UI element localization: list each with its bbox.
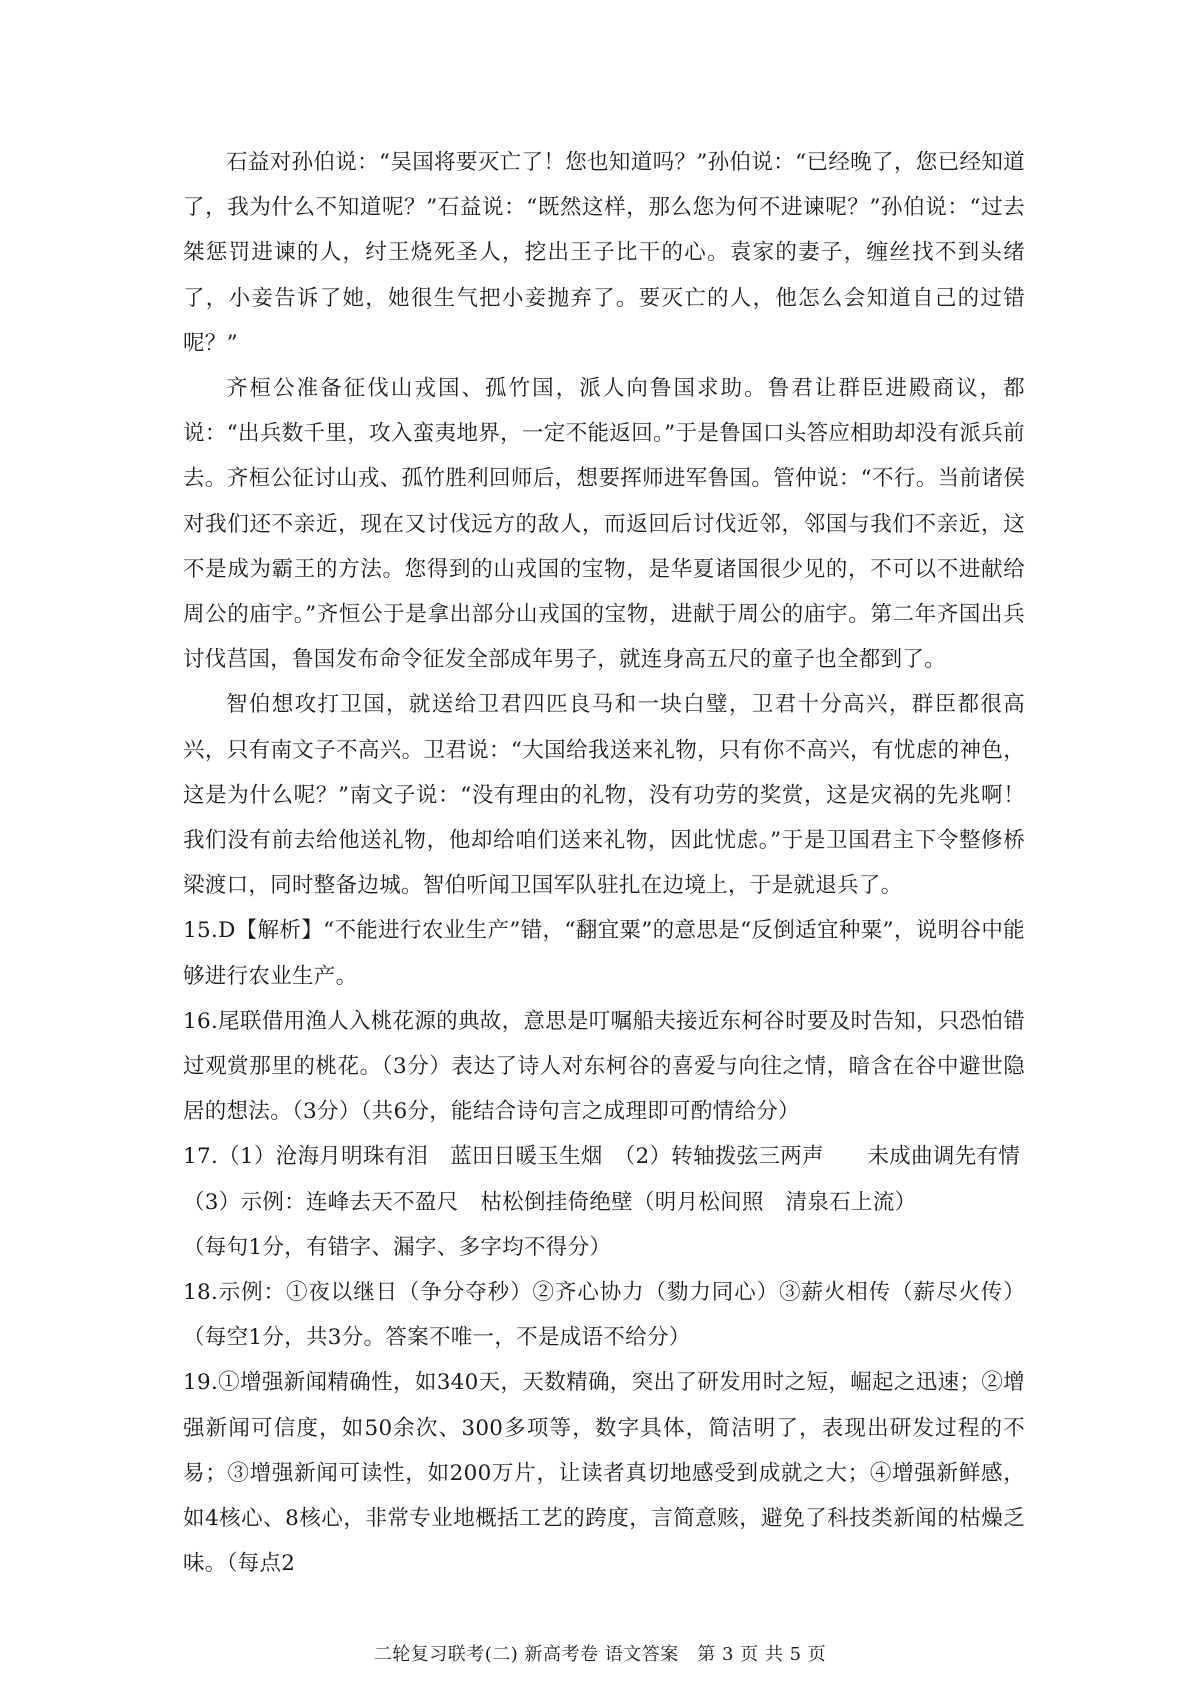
answer-17-scoring-note: （每句1分，有错字、漏字、多字均不得分） — [183, 1234, 612, 1260]
answer-19: 19.①增强新闻精确性，如340天，天数精确，突出了研发用时之短，崛起之迅速；②增强新闻可信度，如50余次、300多项等，数字具体，简洁明了，表现出研发过程的不易；③增强新闻可读性，如200万片，让读者真切地感受到成就之大；④增强新鲜感，如4核心、8核心，非常专业地概括工艺的跨度，言简意赅，避免了科技类新闻的枯燥乏味。（每点2 — [183, 1370, 1025, 1577]
answer-17-line-1: 17.（1）沧海月明珠有泪 蓝田日暖玉生烟 （2）转轴拨弦三两声 未成曲调先有情 — [183, 1144, 1021, 1170]
answer-17-line-2: （3）示例：连峰去天不盈尺 枯松倒挂倚绝壁（明月松间照 清泉石上流） — [183, 1189, 917, 1215]
page-footer: 二轮复习联考(二) 新高考卷 语文答案 第 3 页 共 5 页 — [373, 1644, 827, 1665]
translation-paragraph-shiyi: 石益对孙伯说：“吴国将要灭亡了！您也知道吗？”孙伯说：“已经晚了，您已经知道了，我为什么不知道呢？”石益说：“既然这样，那么您为何不进谏呢？”孙伯说：“过去桀惩罚进谏的人，纣王烧死圣人，挖出王子比干的心。袁家的妻子，缠丝找不到头绪了，小妾告诉了她，她很生气把小妾抛弃了。要灭亡的人，他怎么会知道自己的过错呢？” — [183, 150, 1025, 356]
answer-15: 15.D【解析】“不能进行农业生产”错，“翻宜粟”的意思是“反倒适宜种粟”，说明谷中能够进行农业生产。 — [183, 918, 1025, 989]
translation-paragraph-qihuangong: 齐桓公准备征伐山戎国、孤竹国，派人向鲁国求助。鲁君让群臣进殿商议，都说：“出兵数千里，攻入蛮夷地界，一定不能返回。”于是鲁国口头答应相助却没有派兵前去。齐桓公征讨山戎、孤竹胜利回师后，想要挥师进军鲁国。管仲说：“不行。当前诸侯对我们还不亲近，现在又讨伐远方的敌人，而返回后讨伐近邻，邻国与我们不亲近，这不是成为霸王的方法。您得到的山戎国的宝物，是华夏诸国很少见的，不可以不进献给周公的庙宇。”齐恒公于是拿出部分山戎国的宝物，进献于周公的庙宇。第二年齐国出兵讨伐莒国，鲁国发布命令征发全部成年男子，就连身高五尺的童子也全都到了。 — [183, 376, 1025, 673]
translation-paragraph-zhibo: 智伯想攻打卫国，就送给卫君四匹良马和一块白璧，卫君十分高兴，群臣都很高兴，只有南文子不高兴。卫君说：“大国给我送来礼物，只有你不高兴，有忧虑的神色，这是为什么呢？”南文子说：“没有理由的礼物，没有功劳的奖赏，这是灾祸的先兆啊！我们没有前去给他送礼物，他却给咱们送来礼物，因此忧虑。”于是卫国君主下令整修桥梁渡口，同时整备边城。智伯听闻卫国军队驻扎在边境上，于是就退兵了。 — [183, 692, 1025, 899]
answer-16: 16.尾联借用渔人入桃花源的典故，意思是叮嘱船夫接近东柯谷时要及时告知，只恐怕错过观赏那里的桃花。（3分）表达了诗人对东柯谷的喜爱与向往之情，暗含在谷中避世隐居的想法。（3分）（共6分，能结合诗句言之成理即可酌情给分） — [183, 1008, 1025, 1125]
answer-text-body — [183, 140, 1025, 1587]
answer-18: 18.示例：①夜以继日（争分夺秒）②齐心协力（勠力同心）③薪火相传（薪尽火传）（每空1分，共3分。答案不唯一，不是成语不给分） — [183, 1280, 1025, 1351]
